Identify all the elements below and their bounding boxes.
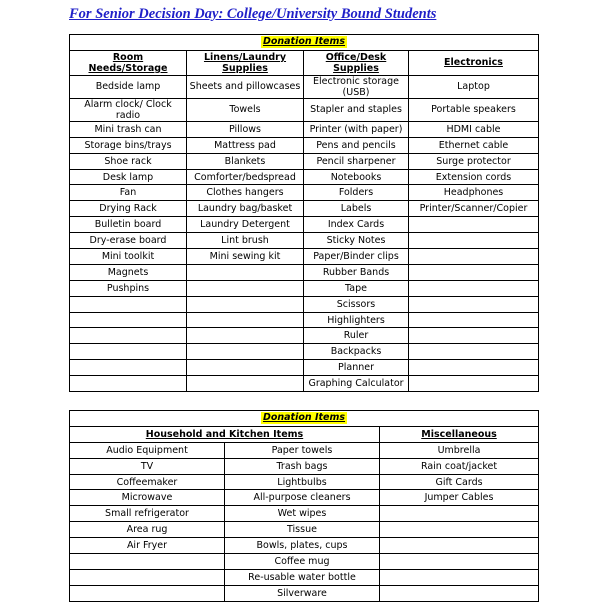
table-body — [70, 442, 539, 601]
table-cell: Notebooks — [304, 169, 409, 185]
table-cell: Paper/Binder clips — [304, 249, 409, 265]
table-cell: Blankets — [187, 153, 304, 169]
table-row — [70, 201, 539, 217]
table-cell — [70, 296, 187, 312]
table-cell: Pillows — [187, 121, 304, 137]
table-cell: Index Cards — [304, 217, 409, 233]
table-cell: Drying Rack — [70, 201, 187, 217]
table-cell: Electronic storage (USB) — [304, 75, 409, 98]
table-cell: TV — [70, 458, 225, 474]
column-header: Room Needs/Storage — [70, 50, 187, 75]
column-header: Miscellaneous — [380, 426, 539, 442]
table-cell: Printer (with paper) — [304, 121, 409, 137]
table-cell: Clothes hangers — [187, 185, 304, 201]
table-cell — [70, 554, 225, 570]
table-cell: Graphing Calculator — [304, 376, 409, 392]
table-banner: Donation Items — [262, 36, 346, 48]
table-cell — [187, 360, 304, 376]
table-cell — [380, 585, 539, 601]
table-cell: Bedside lamp — [70, 75, 187, 98]
column-header: Office/Desk Supplies — [304, 50, 409, 75]
table-cell: Alarm clock/ Clock radio — [70, 98, 187, 121]
table-cell — [380, 506, 539, 522]
table-cell: Area rug — [70, 522, 225, 538]
table-cell: Pens and pencils — [304, 137, 409, 153]
table-cell: Mattress pad — [187, 137, 304, 153]
table-cell: Audio Equipment — [70, 442, 225, 458]
donation-table-dorm — [69, 34, 539, 392]
table-cell — [187, 312, 304, 328]
table-cell — [380, 522, 539, 538]
table-cell: Silverware — [225, 585, 380, 601]
table-cell: Tape — [304, 280, 409, 296]
table-cell: Sticky Notes — [304, 233, 409, 249]
table-cell: Printer/Scanner/Copier — [409, 201, 539, 217]
table-cell: Comforter/bedspread — [187, 169, 304, 185]
table-row — [70, 328, 539, 344]
table-cell: Pencil sharpener — [304, 153, 409, 169]
table-cell: Rubber Bands — [304, 264, 409, 280]
table-cell: Headphones — [409, 185, 539, 201]
table-row — [70, 538, 539, 554]
table-cell — [409, 280, 539, 296]
table-cell — [70, 585, 225, 601]
table-cell — [409, 217, 539, 233]
table-cell: HDMI cable — [409, 121, 539, 137]
table-cell: Folders — [304, 185, 409, 201]
table-cell — [409, 233, 539, 249]
table-cell: Rain coat/jacket — [380, 458, 539, 474]
table-cell: Coffeemaker — [70, 474, 225, 490]
table-row — [70, 233, 539, 249]
table-cell — [187, 344, 304, 360]
table-cell: Pushpins — [70, 280, 187, 296]
table-row — [70, 490, 539, 506]
column-header: Household and Kitchen Items — [70, 426, 380, 442]
table-cell: Wet wipes — [225, 506, 380, 522]
table-header-row — [70, 50, 539, 75]
table-row — [70, 585, 539, 601]
table-cell: Lint brush — [187, 233, 304, 249]
table-cell — [187, 296, 304, 312]
table-cell — [409, 344, 539, 360]
table-cell: Towels — [187, 98, 304, 121]
table-cell — [187, 376, 304, 392]
table-row — [70, 249, 539, 265]
table-row — [70, 312, 539, 328]
table-cell — [187, 280, 304, 296]
table-row — [70, 75, 539, 98]
table-cell: All-purpose cleaners — [225, 490, 380, 506]
table-cell: Highlighters — [304, 312, 409, 328]
table-cell — [380, 569, 539, 585]
table-cell — [409, 360, 539, 376]
column-header: Linens/Laundry Supplies — [187, 50, 304, 75]
table-cell: Extension cords — [409, 169, 539, 185]
table-cell: Paper towels — [225, 442, 380, 458]
table-cell: Surge protector — [409, 153, 539, 169]
table-row — [70, 153, 539, 169]
table-row — [70, 506, 539, 522]
page-title: For Senior Decision Day: College/University Bound Students — [69, 6, 437, 22]
table-cell: Small refrigerator — [70, 506, 225, 522]
table-row — [70, 554, 539, 570]
table-cell: Stapler and staples — [304, 98, 409, 121]
table-cell — [409, 376, 539, 392]
table-cell — [70, 312, 187, 328]
table-cell: Labels — [304, 201, 409, 217]
table-cell: Umbrella — [380, 442, 539, 458]
table-banner: Donation Items — [262, 412, 346, 424]
table-cell: Ruler — [304, 328, 409, 344]
table-cell: Planner — [304, 360, 409, 376]
table-row — [70, 569, 539, 585]
table-row — [70, 137, 539, 153]
table-row — [70, 344, 539, 360]
table-banner-cell — [70, 35, 539, 51]
table-cell: Laundry Detergent — [187, 217, 304, 233]
table-cell — [409, 264, 539, 280]
table-cell — [380, 554, 539, 570]
table-row — [70, 280, 539, 296]
table-row — [70, 376, 539, 392]
table-cell: Lightbulbs — [225, 474, 380, 490]
table-cell: Trash bags — [225, 458, 380, 474]
table-cell: Coffee mug — [225, 554, 380, 570]
table-cell: Microwave — [70, 490, 225, 506]
table-cell: Mini sewing kit — [187, 249, 304, 265]
table-cell: Sheets and pillowcases — [187, 75, 304, 98]
table-cell — [409, 249, 539, 265]
table-row — [70, 217, 539, 233]
table-row — [70, 264, 539, 280]
table-cell — [187, 328, 304, 344]
table-cell — [409, 328, 539, 344]
table-row — [70, 121, 539, 137]
table-cell — [70, 344, 187, 360]
table-cell: Bulletin board — [70, 217, 187, 233]
donation-table-household — [69, 410, 539, 602]
table-cell: Scissors — [304, 296, 409, 312]
table-cell: Desk lamp — [70, 169, 187, 185]
table-cell — [70, 376, 187, 392]
table-row — [70, 474, 539, 490]
table-cell: Backpacks — [304, 344, 409, 360]
table-cell: Bowls, plates, cups — [225, 538, 380, 554]
table-row — [70, 185, 539, 201]
table-cell: Storage bins/trays — [70, 137, 187, 153]
table-cell: Shoe rack — [70, 153, 187, 169]
table-cell — [70, 360, 187, 376]
table-cell: Laundry bag/basket — [187, 201, 304, 217]
table-cell: Dry-erase board — [70, 233, 187, 249]
table-row — [70, 458, 539, 474]
table-row — [70, 296, 539, 312]
table-cell — [70, 328, 187, 344]
table-cell: Gift Cards — [380, 474, 539, 490]
table-cell — [409, 296, 539, 312]
table-cell: Portable speakers — [409, 98, 539, 121]
table-cell — [187, 264, 304, 280]
table-cell: Air Fryer — [70, 538, 225, 554]
table-cell: Mini toolkit — [70, 249, 187, 265]
table-row — [70, 442, 539, 458]
table-body — [70, 75, 539, 391]
table-cell — [409, 312, 539, 328]
table-cell — [70, 569, 225, 585]
table-cell: Ethernet cable — [409, 137, 539, 153]
table-cell: Tissue — [225, 522, 380, 538]
table-cell: Magnets — [70, 264, 187, 280]
table-header-row — [70, 426, 539, 442]
table-cell: Mini trash can — [70, 121, 187, 137]
table-row — [70, 522, 539, 538]
table-banner-cell — [70, 411, 539, 427]
table-cell: Fan — [70, 185, 187, 201]
table-row — [70, 360, 539, 376]
column-header: Electronics — [409, 50, 539, 75]
table-row — [70, 98, 539, 121]
table-cell — [380, 538, 539, 554]
table-cell: Re-usable water bottle — [225, 569, 380, 585]
table-row — [70, 169, 539, 185]
table-cell: Laptop — [409, 75, 539, 98]
table-cell: Jumper Cables — [380, 490, 539, 506]
